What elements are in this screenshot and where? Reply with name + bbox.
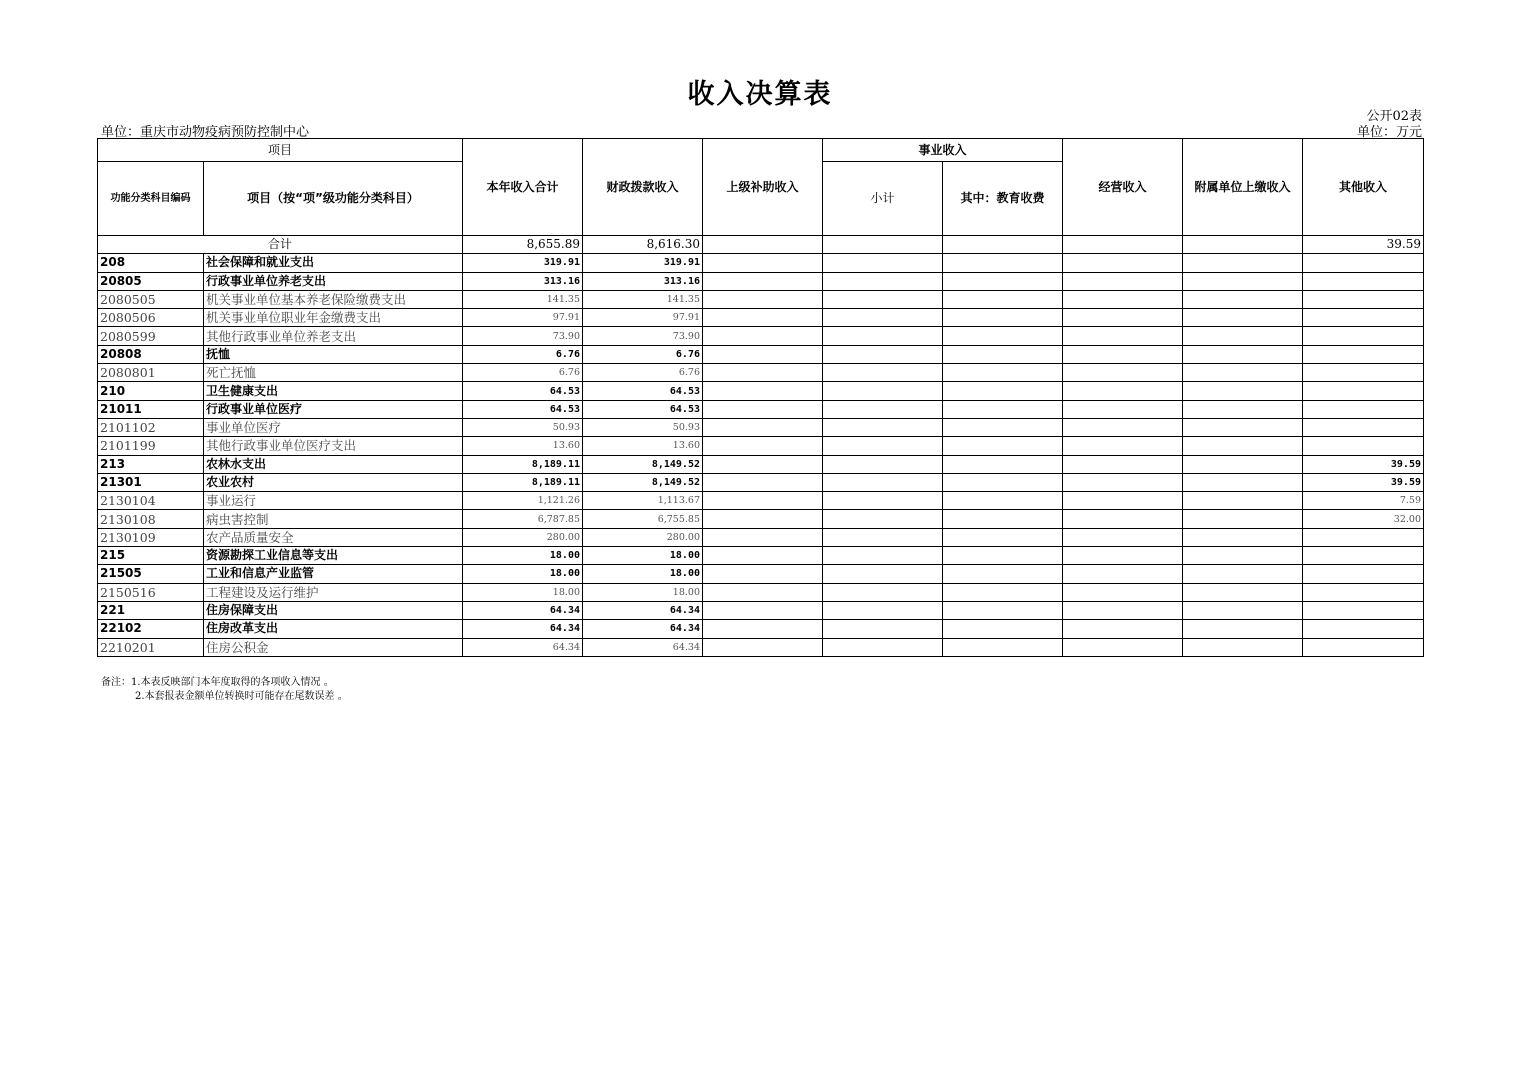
- row-operating: [1063, 437, 1183, 455]
- total-operating-value: [1063, 236, 1183, 254]
- row-affiliated: [1183, 327, 1303, 345]
- row-education: [943, 382, 1063, 400]
- row-fiscal: 64.34: [583, 620, 703, 638]
- row-name: 住房改革支出: [204, 620, 463, 638]
- row-operating: [1063, 382, 1183, 400]
- table-row: [98, 583, 1424, 601]
- row-superior: [703, 400, 823, 418]
- header-business: 事业收入: [823, 139, 1063, 162]
- row-operating: [1063, 528, 1183, 546]
- total-superior-value: [703, 236, 823, 254]
- row-fiscal: 141.35: [583, 290, 703, 308]
- row-education: [943, 547, 1063, 565]
- row-subtotal: [823, 345, 943, 363]
- row-education: [943, 601, 1063, 619]
- income-table: [97, 138, 1424, 657]
- row-subtotal: [823, 583, 943, 601]
- row-code: 215: [98, 547, 204, 565]
- row-affiliated: [1183, 290, 1303, 308]
- row-code: 221: [98, 601, 204, 619]
- row-subtotal: [823, 418, 943, 436]
- row-operating: [1063, 510, 1183, 528]
- row-total-income: 18.00: [463, 547, 583, 565]
- row-affiliated: [1183, 272, 1303, 290]
- row-total-income: 313.16: [463, 272, 583, 290]
- row-subtotal: [823, 364, 943, 382]
- row-other: 39.59: [1303, 473, 1424, 491]
- row-education: [943, 272, 1063, 290]
- header-project-name: 项目（按“项”级功能分类科目）: [204, 162, 463, 236]
- row-other: 7.59: [1303, 492, 1424, 510]
- header-func-code: 功能分类科目编码: [98, 162, 204, 236]
- row-affiliated: [1183, 473, 1303, 491]
- row-name: 机关事业单位基本养老保险缴费支出: [204, 290, 463, 308]
- row-code: 21301: [98, 473, 204, 491]
- row-affiliated: [1183, 638, 1303, 656]
- row-education: [943, 492, 1063, 510]
- row-operating: [1063, 455, 1183, 473]
- row-code: 2130109: [98, 528, 204, 546]
- row-education: [943, 254, 1063, 272]
- table-row: [98, 364, 1424, 382]
- total-income-value: 8,655.89: [463, 236, 583, 254]
- row-operating: [1063, 254, 1183, 272]
- row-superior: [703, 473, 823, 491]
- table-row: [98, 382, 1424, 400]
- row-superior: [703, 382, 823, 400]
- row-affiliated: [1183, 437, 1303, 455]
- row-education: [943, 327, 1063, 345]
- row-code: 21011: [98, 400, 204, 418]
- row-total-income: 6,787.85: [463, 510, 583, 528]
- row-name: 农产品质量安全: [204, 528, 463, 546]
- table-row: [98, 254, 1424, 272]
- row-superior: [703, 437, 823, 455]
- row-total-income: 1,121.26: [463, 492, 583, 510]
- row-subtotal: [823, 455, 943, 473]
- row-subtotal: [823, 272, 943, 290]
- row-code: 2080801: [98, 364, 204, 382]
- row-other: [1303, 547, 1424, 565]
- row-fiscal: 18.00: [583, 565, 703, 583]
- row-name: 住房公积金: [204, 638, 463, 656]
- row-superior: [703, 309, 823, 327]
- row-operating: [1063, 272, 1183, 290]
- row-subtotal: [823, 473, 943, 491]
- row-fiscal: 64.34: [583, 601, 703, 619]
- row-superior: [703, 272, 823, 290]
- row-operating: [1063, 601, 1183, 619]
- row-superior: [703, 254, 823, 272]
- row-total-income: 6.76: [463, 364, 583, 382]
- row-education: [943, 400, 1063, 418]
- row-subtotal: [823, 254, 943, 272]
- table-row: [98, 638, 1424, 656]
- row-name: 死亡抚恤: [204, 364, 463, 382]
- row-affiliated: [1183, 345, 1303, 363]
- row-operating: [1063, 418, 1183, 436]
- row-fiscal: 313.16: [583, 272, 703, 290]
- row-name: 其他行政事业单位医疗支出: [204, 437, 463, 455]
- row-fiscal: 6.76: [583, 364, 703, 382]
- row-total-income: 319.91: [463, 254, 583, 272]
- row-superior: [703, 455, 823, 473]
- row-name: 机关事业单位职业年金缴费支出: [204, 309, 463, 327]
- row-fiscal: 18.00: [583, 583, 703, 601]
- row-affiliated: [1183, 547, 1303, 565]
- row-code: 2150516: [98, 583, 204, 601]
- row-subtotal: [823, 492, 943, 510]
- row-total-income: 6.76: [463, 345, 583, 363]
- header-superior: 上级补助收入: [703, 139, 823, 236]
- row-fiscal: 64.53: [583, 382, 703, 400]
- row-other: [1303, 601, 1424, 619]
- row-operating: [1063, 620, 1183, 638]
- row-operating: [1063, 327, 1183, 345]
- row-superior: [703, 601, 823, 619]
- row-other: [1303, 418, 1424, 436]
- row-other: [1303, 309, 1424, 327]
- row-subtotal: [823, 382, 943, 400]
- row-total-income: 13.60: [463, 437, 583, 455]
- row-total-income: 50.93: [463, 418, 583, 436]
- row-fiscal: 6,755.85: [583, 510, 703, 528]
- header-affiliated: 附属单位上缴收入: [1183, 139, 1303, 236]
- row-code: 2080505: [98, 290, 204, 308]
- row-name: 病虫害控制: [204, 510, 463, 528]
- row-other: [1303, 382, 1424, 400]
- row-code: 2210201: [98, 638, 204, 656]
- header-row-1: [98, 139, 1424, 162]
- row-education: [943, 638, 1063, 656]
- table-row: [98, 327, 1424, 345]
- row-operating: [1063, 583, 1183, 601]
- row-other: [1303, 327, 1424, 345]
- row-name: 行政事业单位医疗: [204, 400, 463, 418]
- row-subtotal: [823, 547, 943, 565]
- row-fiscal: 1,113.67: [583, 492, 703, 510]
- row-education: [943, 290, 1063, 308]
- row-fiscal: 319.91: [583, 254, 703, 272]
- row-subtotal: [823, 290, 943, 308]
- row-fiscal: 8,149.52: [583, 455, 703, 473]
- row-total-income: 18.00: [463, 565, 583, 583]
- total-row: [98, 236, 1424, 254]
- row-education: [943, 345, 1063, 363]
- header-operating: 经营收入: [1063, 139, 1183, 236]
- row-code: 2080599: [98, 327, 204, 345]
- row-other: [1303, 290, 1424, 308]
- table-row: [98, 473, 1424, 491]
- row-total-income: 141.35: [463, 290, 583, 308]
- row-affiliated: [1183, 492, 1303, 510]
- note-line-1: 备注：1.本表反映部门本年度取得的各项收入情况 。: [101, 677, 334, 688]
- reporting-unit: 单位：重庆市动物疫病预防控制中心: [101, 125, 310, 140]
- row-fiscal: 64.34: [583, 638, 703, 656]
- form-number: 公开02表: [1366, 109, 1422, 124]
- table-row: [98, 272, 1424, 290]
- row-total-income: 64.53: [463, 382, 583, 400]
- row-code: 20808: [98, 345, 204, 363]
- total-affiliated-value: [1183, 236, 1303, 254]
- row-fiscal: 64.53: [583, 400, 703, 418]
- row-subtotal: [823, 601, 943, 619]
- row-name: 其他行政事业单位养老支出: [204, 327, 463, 345]
- row-total-income: 64.53: [463, 400, 583, 418]
- row-education: [943, 309, 1063, 327]
- row-operating: [1063, 547, 1183, 565]
- row-code: 21505: [98, 565, 204, 583]
- row-name: 事业单位医疗: [204, 418, 463, 436]
- row-operating: [1063, 400, 1183, 418]
- row-name: 农林水支出: [204, 455, 463, 473]
- row-education: [943, 565, 1063, 583]
- table-row: [98, 601, 1424, 619]
- row-fiscal: 18.00: [583, 547, 703, 565]
- row-fiscal: 50.93: [583, 418, 703, 436]
- row-superior: [703, 364, 823, 382]
- table-row: [98, 565, 1424, 583]
- row-other: [1303, 272, 1424, 290]
- row-education: [943, 528, 1063, 546]
- row-superior: [703, 290, 823, 308]
- row-fiscal: 280.00: [583, 528, 703, 546]
- row-operating: [1063, 492, 1183, 510]
- table-row: [98, 400, 1424, 418]
- table-row: [98, 528, 1424, 546]
- row-fiscal: 13.60: [583, 437, 703, 455]
- row-superior: [703, 638, 823, 656]
- row-name: 工程建设及运行维护: [204, 583, 463, 601]
- row-code: 2130108: [98, 510, 204, 528]
- row-superior: [703, 345, 823, 363]
- row-subtotal: [823, 309, 943, 327]
- row-name: 农业农村: [204, 473, 463, 491]
- row-affiliated: [1183, 254, 1303, 272]
- table-row: [98, 620, 1424, 638]
- row-fiscal: 6.76: [583, 345, 703, 363]
- table-row: [98, 309, 1424, 327]
- row-total-income: 64.34: [463, 620, 583, 638]
- row-education: [943, 473, 1063, 491]
- row-operating: [1063, 364, 1183, 382]
- row-fiscal: 97.91: [583, 309, 703, 327]
- table-row: [98, 290, 1424, 308]
- row-education: [943, 510, 1063, 528]
- row-subtotal: [823, 638, 943, 656]
- row-name: 事业运行: [204, 492, 463, 510]
- row-operating: [1063, 565, 1183, 583]
- row-education: [943, 455, 1063, 473]
- total-other-value: 39.59: [1303, 236, 1424, 254]
- row-operating: [1063, 345, 1183, 363]
- row-other: [1303, 364, 1424, 382]
- row-superior: [703, 528, 823, 546]
- row-superior: [703, 510, 823, 528]
- row-code: 2080506: [98, 309, 204, 327]
- total-fiscal-value: 8,616.30: [583, 236, 703, 254]
- row-affiliated: [1183, 400, 1303, 418]
- row-education: [943, 437, 1063, 455]
- row-code: 2130104: [98, 492, 204, 510]
- row-affiliated: [1183, 382, 1303, 400]
- row-other: [1303, 565, 1424, 583]
- row-total-income: 64.34: [463, 638, 583, 656]
- header-fiscal: 财政拨款收入: [583, 139, 703, 236]
- row-superior: [703, 547, 823, 565]
- row-other: [1303, 583, 1424, 601]
- row-name: 住房保障支出: [204, 601, 463, 619]
- row-name: 工业和信息产业监管: [204, 565, 463, 583]
- row-code: 20805: [98, 272, 204, 290]
- row-superior: [703, 492, 823, 510]
- total-education-value: [943, 236, 1063, 254]
- row-other: [1303, 528, 1424, 546]
- row-education: [943, 620, 1063, 638]
- row-subtotal: [823, 400, 943, 418]
- row-name: 行政事业单位养老支出: [204, 272, 463, 290]
- row-operating: [1063, 290, 1183, 308]
- row-name: 抚恤: [204, 345, 463, 363]
- notes: [101, 676, 348, 704]
- row-code: 210: [98, 382, 204, 400]
- row-operating: [1063, 309, 1183, 327]
- row-superior: [703, 565, 823, 583]
- row-fiscal: 73.90: [583, 327, 703, 345]
- table-row: [98, 437, 1424, 455]
- row-subtotal: [823, 620, 943, 638]
- row-total-income: 97.91: [463, 309, 583, 327]
- table-row: [98, 492, 1424, 510]
- row-code: 2101199: [98, 437, 204, 455]
- row-affiliated: [1183, 565, 1303, 583]
- row-other: 39.59: [1303, 455, 1424, 473]
- row-code: 213: [98, 455, 204, 473]
- table-row: [98, 455, 1424, 473]
- row-affiliated: [1183, 528, 1303, 546]
- row-operating: [1063, 638, 1183, 656]
- row-education: [943, 583, 1063, 601]
- row-superior: [703, 327, 823, 345]
- total-subtotal-value: [823, 236, 943, 254]
- table-row: [98, 418, 1424, 436]
- row-subtotal: [823, 565, 943, 583]
- header-subtotal: 小计: [823, 162, 943, 236]
- row-other: [1303, 345, 1424, 363]
- row-name: 卫生健康支出: [204, 382, 463, 400]
- row-total-income: 73.90: [463, 327, 583, 345]
- page-title: 收入决算表: [687, 79, 833, 110]
- row-affiliated: [1183, 620, 1303, 638]
- row-subtotal: [823, 510, 943, 528]
- table-row: [98, 345, 1424, 363]
- row-subtotal: [823, 437, 943, 455]
- total-label: 合计: [98, 236, 463, 254]
- table-row: [98, 510, 1424, 528]
- row-other: [1303, 400, 1424, 418]
- row-affiliated: [1183, 455, 1303, 473]
- currency-unit: 单位：万元: [1356, 125, 1422, 140]
- row-total-income: 8,189.11: [463, 455, 583, 473]
- row-affiliated: [1183, 510, 1303, 528]
- row-other: [1303, 254, 1424, 272]
- row-affiliated: [1183, 601, 1303, 619]
- row-name: 社会保障和就业支出: [204, 254, 463, 272]
- row-other: [1303, 437, 1424, 455]
- row-affiliated: [1183, 583, 1303, 601]
- header-project: 项目: [98, 139, 463, 162]
- row-education: [943, 364, 1063, 382]
- row-other: [1303, 620, 1424, 638]
- row-superior: [703, 583, 823, 601]
- header-other: 其他收入: [1303, 139, 1424, 236]
- row-total-income: 8,189.11: [463, 473, 583, 491]
- row-other: 32.00: [1303, 510, 1424, 528]
- row-affiliated: [1183, 418, 1303, 436]
- row-total-income: 18.00: [463, 583, 583, 601]
- row-other: [1303, 638, 1424, 656]
- row-total-income: 280.00: [463, 528, 583, 546]
- row-name: 资源勘探工业信息等支出: [204, 547, 463, 565]
- row-education: [943, 418, 1063, 436]
- table-row: [98, 547, 1424, 565]
- row-fiscal: 8,149.52: [583, 473, 703, 491]
- row-operating: [1063, 473, 1183, 491]
- row-total-income: 64.34: [463, 601, 583, 619]
- row-code: 208: [98, 254, 204, 272]
- row-code: 2101102: [98, 418, 204, 436]
- row-affiliated: [1183, 364, 1303, 382]
- header-total-income: 本年收入合计: [463, 139, 583, 236]
- row-subtotal: [823, 528, 943, 546]
- row-superior: [703, 620, 823, 638]
- note-line-2: 2.本套报表金额单位转换时可能存在尾数误差 。: [135, 691, 348, 702]
- row-affiliated: [1183, 309, 1303, 327]
- header-education: 其中：教育收费: [943, 162, 1063, 236]
- row-superior: [703, 418, 823, 436]
- row-code: 22102: [98, 620, 204, 638]
- row-subtotal: [823, 327, 943, 345]
